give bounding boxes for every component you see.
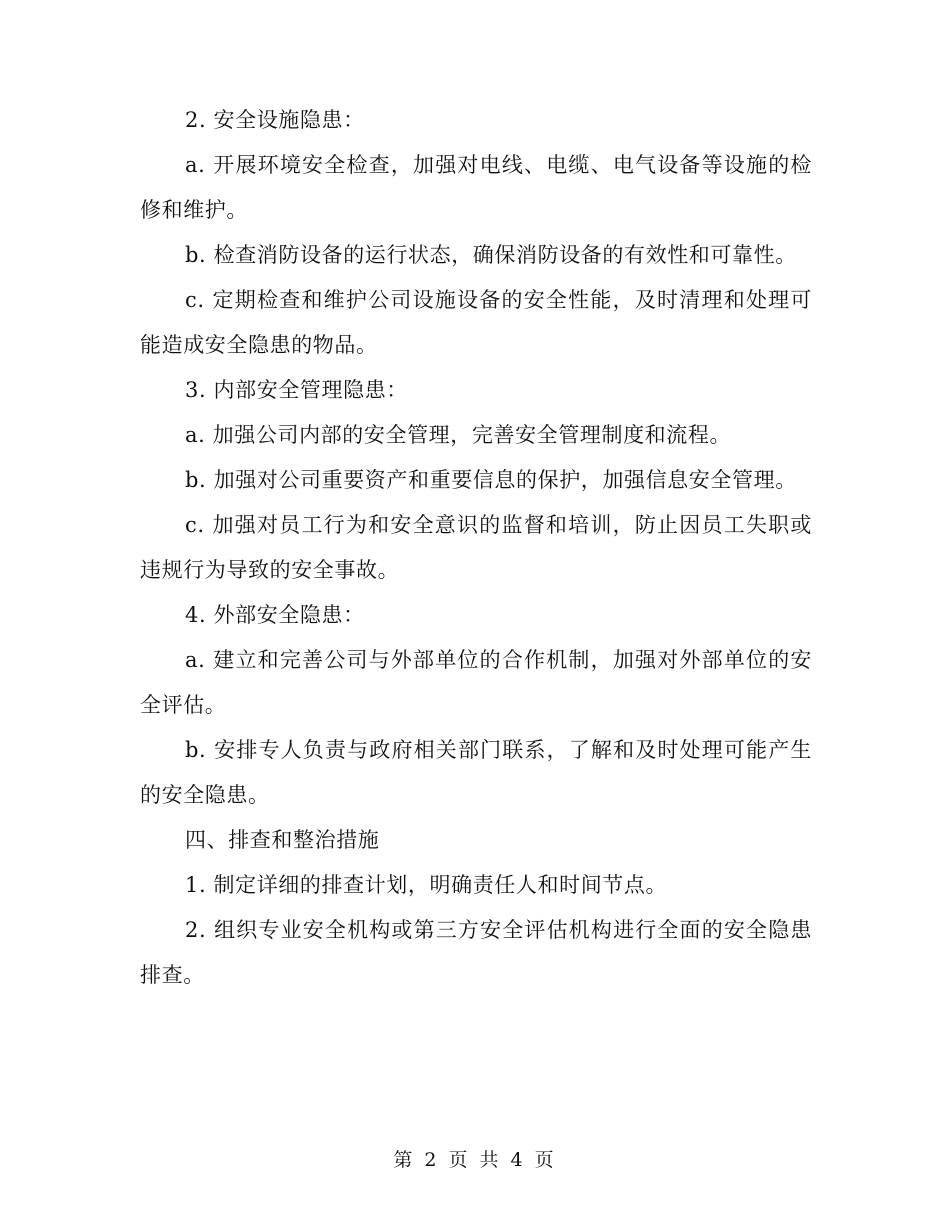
- document-body: [140, 98, 812, 998]
- paragraph-external-safety-heading: 4. 外部安全隐患：: [185, 603, 365, 627]
- paragraph-safety-facilities-heading: 2. 安全设施隐患：: [185, 108, 365, 132]
- paragraph-external-cooperation: a. 建立和完善公司与外部单位的合作机制，加强对外部单位的安全评估。: [140, 648, 812, 717]
- paragraph-staff-training: c. 加强对员工行为和安全意识的监督和培训，防止因员工失职或违规行为导致的安全事故。: [140, 513, 812, 582]
- page-number-footer: 第 2 页 共 4 页: [393, 1149, 557, 1171]
- paragraph-internal-management: a. 加强公司内部的安全管理，完善安全管理制度和流程。: [185, 423, 732, 447]
- paragraph-asset-protection: b. 加强对公司重要资产和重要信息的保护，加强信息安全管理。: [185, 468, 797, 492]
- paragraph-internal-management-heading: 3. 内部安全管理隐患：: [185, 378, 408, 402]
- paragraph-inspection-plan: 1. 制定详细的排查计划，明确责任人和时间节点。: [185, 873, 668, 897]
- paragraph-facility-maintenance: c. 定期检查和维护公司设施设备的安全性能，及时清理和处理可能造成安全隐患的物品。: [140, 288, 812, 357]
- paragraph-fire-equipment: b. 检查消防设备的运行状态，确保消防设备的有效性和可靠性。: [185, 243, 797, 267]
- paragraph-professional-inspection: 2. 组织专业安全机构或第三方安全评估机构进行全面的安全隐患排查。: [140, 918, 812, 987]
- section-heading-inspection-measures: 四、排查和整治措施: [185, 828, 380, 852]
- paragraph-environment-inspection: a. 开展环境安全检查，加强对电线、电缆、电气设备等设施的检修和维护。: [140, 153, 812, 222]
- paragraph-government-liaison: b. 安排专人负责与政府相关部门联系，了解和及时处理可能产生的安全隐患。: [140, 738, 812, 807]
